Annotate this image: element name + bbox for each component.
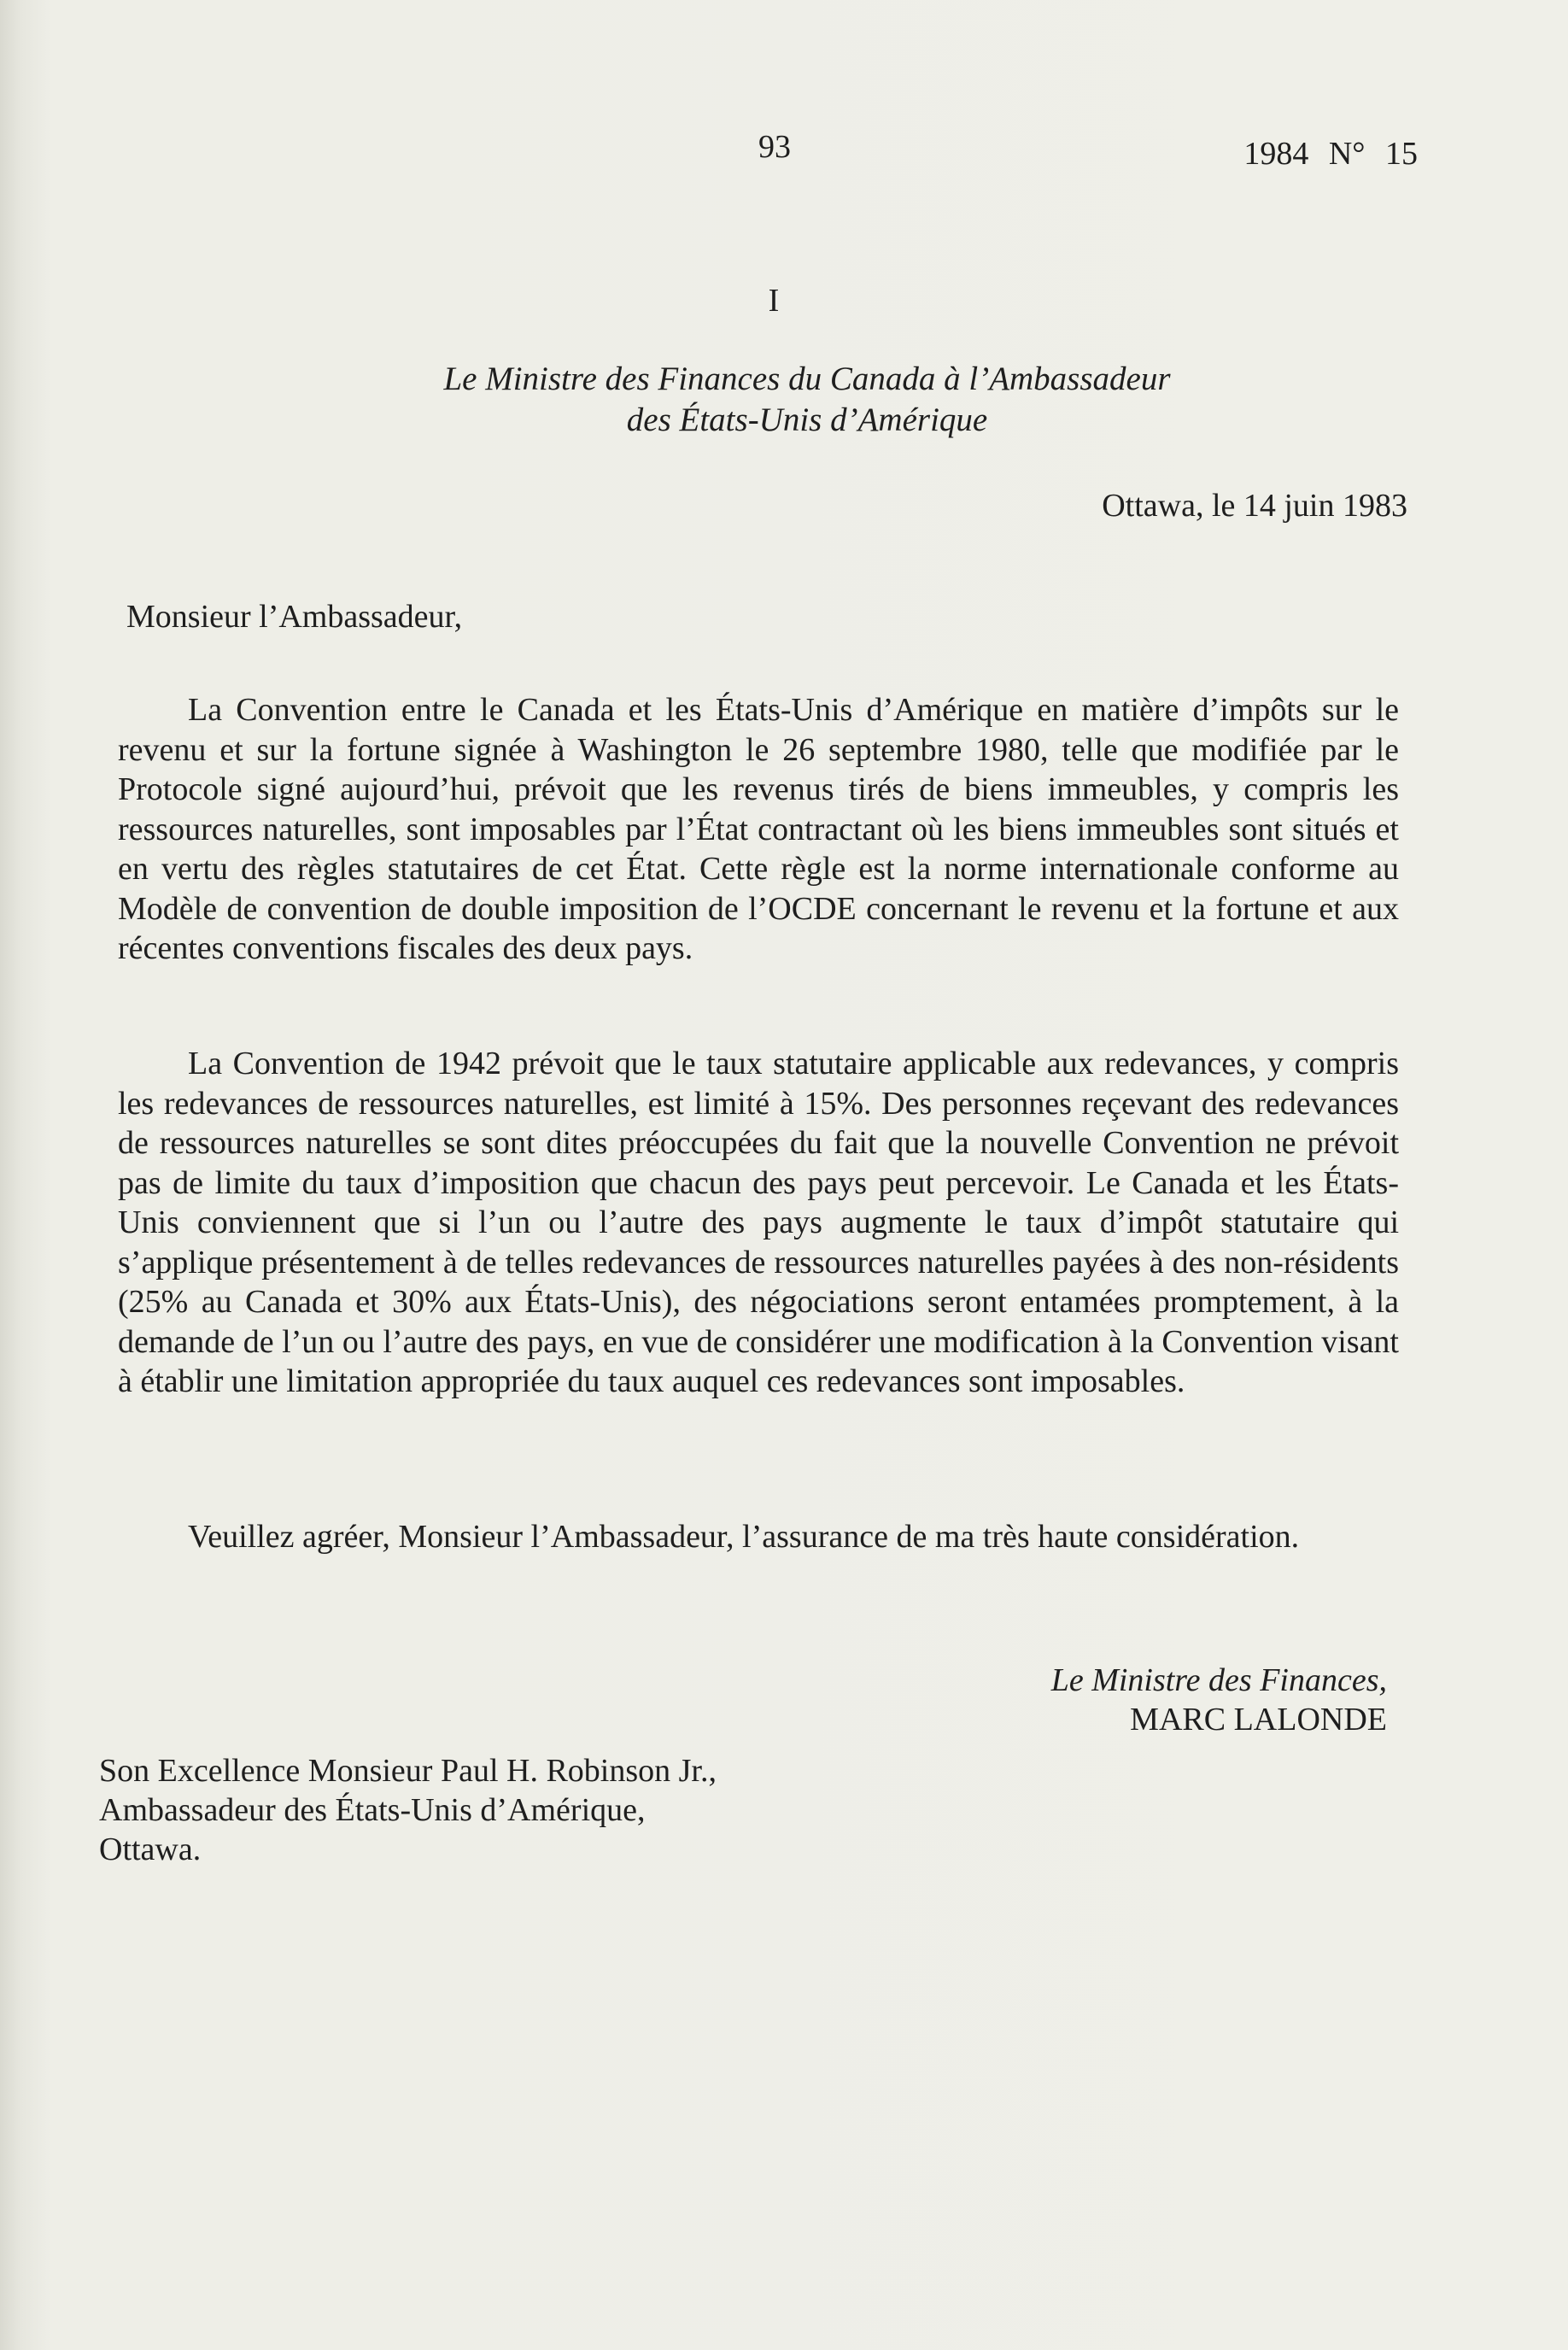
paragraph-1: La Convention entre le Canada et les États-Unis d’Amérique en matière d’impôts sur le revenu et sur la fortune signée à Washington le 26 septembre 1980, telle que modifiée par le Protocole signé aujourd’hui, prévoit que les revenus tirés de biens immeubles, y compris les ressources naturelles, sont imposables par l’État contractant où les biens immeubles sont situés et en vertu des règles statutaires de cet État. Cette règle est la norme internationale conforme au Modèle de convention de double imposition de l’OCDE concernant le revenu et la fortune et aux récentes conventions fiscales des deux pays. <box>118 692 1399 966</box>
paragraph-3: Veuillez agréer, Monsieur l’Ambassadeur, l’assurance de ma très haute considération. <box>188 1519 1300 1555</box>
recipient-address <box>99 1751 717 1869</box>
signatory-title: Le Ministre des Finances, <box>1050 1662 1387 1698</box>
letter-title-line-1: Le Ministre des Finances du Canada à l’Ambassadeur <box>443 360 1171 397</box>
address-line-1: Son Excellence Monsieur Paul H. Robinson Jr., <box>99 1753 717 1789</box>
address-line-2: Ambassadeur des États-Unis d’Amérique, <box>99 1792 646 1828</box>
signatory-name: MARC LALONDE <box>1130 1702 1387 1738</box>
paragraph-2: La Convention de 1942 prévoit que le taux statutaire applicable aux redevances, y compris les redevances de ressources naturelles, est limité à 15%. Des personnes reçevant des redevances de ressources naturelles se sont dites préoccupées du fait que la nouvelle Convention ne prévoit pas de limite du taux d’imposition que chacun des pays peut percevoir. Le Canada et les États-Unis conviennent que si l’un ou l’autre des pays augmente le taux d’impôt statutaire qui s’applique présentement à de telles redevances de ressources naturelles payées à des non-résidents (25% au Canada et 30% aux États-Unis), des négociations seront entamées promptement, à la demande de l’un ou l’autre des pays, en vue de considérer une modification à la Convention visant à établir une limitation appropriée du taux auquel ces redevances sont imposables. <box>118 1046 1399 1399</box>
page-number: 93 <box>758 129 791 165</box>
letter-title <box>0 359 1568 441</box>
letter-title-line-2: des États-Unis d’Amérique <box>626 401 988 438</box>
salutation: Monsieur l’Ambassadeur, <box>126 599 463 635</box>
address-line-3: Ottawa. <box>99 1831 202 1867</box>
page-header <box>0 128 1568 179</box>
letter-date: Ottawa, le 14 juin 1983 <box>1102 488 1407 524</box>
document-reference: 1984 N° 15 <box>1243 136 1418 172</box>
section-number: I <box>768 283 780 319</box>
signature-block <box>1051 1661 1387 1739</box>
